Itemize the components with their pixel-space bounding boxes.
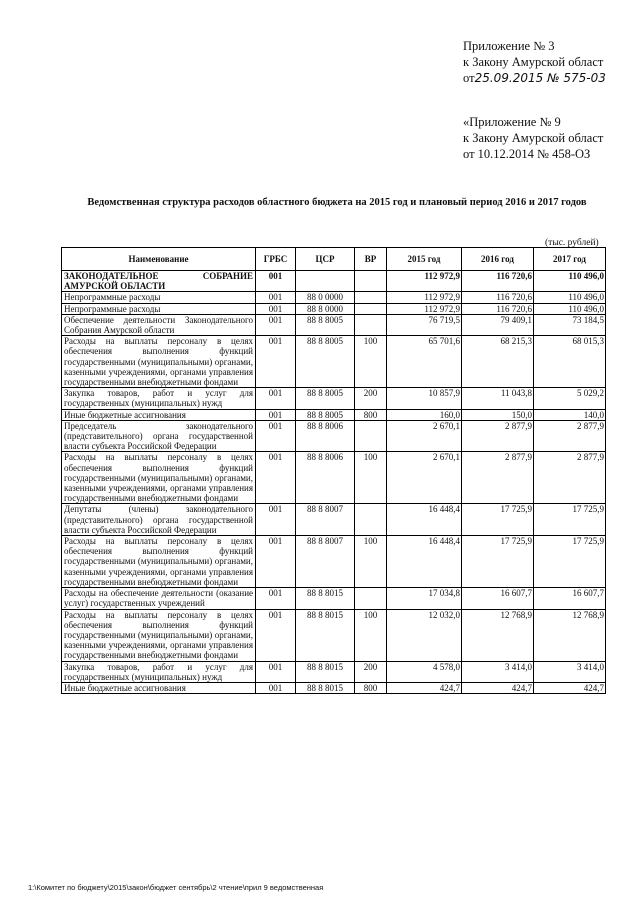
row-csr: 88 8 8005 <box>296 314 355 335</box>
row-vr: 200 <box>355 388 387 409</box>
row-2015: 65 701,6 <box>387 336 462 388</box>
table-row <box>62 661 606 682</box>
row-csr: 88 8 8015 <box>296 609 355 661</box>
row-grbs: 001 <box>256 388 296 409</box>
row-2015: 76 719,5 <box>387 314 462 335</box>
col-header-2017: 2017 год <box>534 248 606 271</box>
col-header-csr: ЦСР <box>296 248 355 271</box>
row-2015: 16 448,4 <box>387 536 462 588</box>
row-csr: 88 8 8005 <box>296 336 355 388</box>
row-grbs: 001 <box>256 609 296 661</box>
row-2015: 424,7 <box>387 682 462 693</box>
header-appendix-line: Приложение № 3 <box>463 39 555 53</box>
row-2016: 116 720,6 <box>462 271 534 292</box>
row-2017: 12 768,9 <box>534 609 606 661</box>
row-2017: 110 496,0 <box>534 303 606 314</box>
row-2016: 2 877,9 <box>462 420 534 452</box>
table-row <box>62 388 606 409</box>
row-name: Закупка товаров, работ и услуг для государственных (муниципальных) нужд <box>62 661 256 682</box>
row-grbs: 001 <box>256 588 296 609</box>
row-grbs: 001 <box>256 303 296 314</box>
row-2016: 16 607,7 <box>462 588 534 609</box>
row-2016: 150,0 <box>462 409 534 420</box>
file-path-footer: 1:\Комитет по бюджету\2015\закон\бюджет сентябрь\2 чтение\прил 9 ведомственная <box>28 883 324 892</box>
units-label: (тыс. рублей) <box>545 238 599 248</box>
row-2017: 3 414,0 <box>534 661 606 682</box>
row-2015: 12 032,0 <box>387 609 462 661</box>
row-name: ЗАКОНОДАТЕЛЬНОЕ СОБРАНИЕ АМУРСКОЙ ОБЛАСТИ <box>62 271 256 292</box>
row-csr: 88 8 8005 <box>296 388 355 409</box>
row-2015: 17 034,8 <box>387 588 462 609</box>
row-2016: 2 877,9 <box>462 452 534 504</box>
row-2017: 5 029,2 <box>534 388 606 409</box>
header-block-1 <box>463 38 606 86</box>
row-2015: 2 670,1 <box>387 420 462 452</box>
row-2015: 112 972,9 <box>387 303 462 314</box>
row-2017: 110 496,0 <box>534 292 606 303</box>
row-name: Расходы на выплаты персоналу в целях обеспечения выполнения функций государственными (муниципальными) органами, казенными учреждениями, органами управления государственными внебюджетными фондами <box>62 452 256 504</box>
row-name: Расходы на выплаты персоналу в целях обеспечения выполнения функций государственными (муниципальными) органами, казенными учреждениями, органами управления государственными внебюджетными фондами <box>62 536 256 588</box>
col-header-grbs: ГРБС <box>256 248 296 271</box>
row-vr: 800 <box>355 682 387 693</box>
row-vr: 100 <box>355 609 387 661</box>
row-name: Депутаты (члены) законодательного (представительного) органа государственной власти субъекта Российской Федерации <box>62 504 256 536</box>
row-name: Расходы на выплаты персоналу в целях обеспечения выполнения функций государственными (муниципальными) органами, казенными учреждениями, органами управления государственными внебюджетными фондами <box>62 609 256 661</box>
row-2016: 79 409,1 <box>462 314 534 335</box>
row-2015: 2 670,1 <box>387 452 462 504</box>
row-vr <box>355 420 387 452</box>
row-2015: 112 972,9 <box>387 292 462 303</box>
col-header-2016: 2016 год <box>462 248 534 271</box>
row-vr <box>355 504 387 536</box>
header-date-prefix: от <box>463 71 475 85</box>
row-vr: 100 <box>355 452 387 504</box>
row-2017: 2 877,9 <box>534 452 606 504</box>
header2-appendix-line: «Приложение № 9 <box>463 115 561 129</box>
row-2015: 4 578,0 <box>387 661 462 682</box>
header-law-line: к Закону Амурской област <box>463 55 604 69</box>
col-header-name: Наименование <box>62 248 256 271</box>
row-name: Иные бюджетные ассигнования <box>62 409 256 420</box>
row-csr: 88 8 8015 <box>296 661 355 682</box>
table-row <box>62 271 606 292</box>
row-name: Закупка товаров, работ и услуг для государственных (муниципальных) нужд <box>62 388 256 409</box>
row-vr: 200 <box>355 661 387 682</box>
row-2017: 110 496,0 <box>534 271 606 292</box>
row-2016: 116 720,6 <box>462 303 534 314</box>
row-2016: 3 414,0 <box>462 661 534 682</box>
row-vr: 800 <box>355 409 387 420</box>
row-grbs: 001 <box>256 420 296 452</box>
row-name: Председатель законодательного (представительного) органа государственной власти субъекта Российской Федерации <box>62 420 256 452</box>
header-date-line <box>463 70 606 86</box>
row-csr: 88 8 0000 <box>296 303 355 314</box>
table-row <box>62 314 606 335</box>
row-vr <box>355 292 387 303</box>
row-csr: 88 8 8015 <box>296 682 355 693</box>
row-2016: 17 725,9 <box>462 536 534 588</box>
row-csr <box>296 271 355 292</box>
table-row <box>62 452 606 504</box>
row-csr: 88 8 8005 <box>296 409 355 420</box>
row-2016: 116 720,6 <box>462 292 534 303</box>
row-grbs: 001 <box>256 336 296 388</box>
table-row <box>62 303 606 314</box>
table-row <box>62 420 606 452</box>
table-row <box>62 588 606 609</box>
document-title: Ведомственная структура расходов областного бюджета на 2015 год и плановый период 2016 и 2017 годов <box>87 197 587 208</box>
row-grbs: 001 <box>256 682 296 693</box>
row-csr: 88 8 8015 <box>296 588 355 609</box>
row-2017: 17 725,9 <box>534 536 606 588</box>
row-csr: 88 8 8006 <box>296 420 355 452</box>
row-2016: 424,7 <box>462 682 534 693</box>
table-header-row <box>62 248 606 271</box>
row-2017: 68 015,3 <box>534 336 606 388</box>
row-grbs: 001 <box>256 314 296 335</box>
row-2016: 17 725,9 <box>462 504 534 536</box>
row-2017: 140,0 <box>534 409 606 420</box>
row-csr: 88 8 8007 <box>296 536 355 588</box>
row-name: Расходы на выплаты персоналу в целях обеспечения выполнения функций государственными (муниципальными) органами, казенными учреждениями, органами управления государственными внебюджетными фондами <box>62 336 256 388</box>
header-block-2 <box>463 114 603 162</box>
row-vr: 100 <box>355 336 387 388</box>
row-vr <box>355 314 387 335</box>
row-2017: 17 725,9 <box>534 504 606 536</box>
row-grbs: 001 <box>256 409 296 420</box>
table-row <box>62 609 606 661</box>
row-2016: 11 043,8 <box>462 388 534 409</box>
row-2017: 16 607,7 <box>534 588 606 609</box>
row-csr: 88 8 8006 <box>296 452 355 504</box>
table-row <box>62 292 606 303</box>
row-2015: 10 857,9 <box>387 388 462 409</box>
row-2017: 424,7 <box>534 682 606 693</box>
row-name: Непрограммные расходы <box>62 303 256 314</box>
row-vr: 100 <box>355 536 387 588</box>
row-2017: 73 184,5 <box>534 314 606 335</box>
row-grbs: 001 <box>256 292 296 303</box>
table-row <box>62 336 606 388</box>
row-vr <box>355 271 387 292</box>
row-name: Непрограммные расходы <box>62 292 256 303</box>
row-2015: 160,0 <box>387 409 462 420</box>
table-row <box>62 682 606 693</box>
handwritten-date-number: 25.09.2015 № 575-03 <box>474 71 606 85</box>
row-2015: 16 448,4 <box>387 504 462 536</box>
row-grbs: 001 <box>256 661 296 682</box>
row-2016: 68 215,3 <box>462 336 534 388</box>
table-row <box>62 409 606 420</box>
row-name: Обеспечение деятельности Законодательного Собрания Амурской области <box>62 314 256 335</box>
col-header-2015: 2015 год <box>387 248 462 271</box>
header2-law-line: к Закону Амурской област <box>463 131 604 145</box>
row-grbs: 001 <box>256 504 296 536</box>
table-row <box>62 536 606 588</box>
row-2015: 112 972,9 <box>387 271 462 292</box>
row-name: Расходы на обеспечение деятельности (оказание услуг) государственных учреждений <box>62 588 256 609</box>
table-row <box>62 504 606 536</box>
row-2017: 2 877,9 <box>534 420 606 452</box>
budget-table <box>61 247 606 694</box>
row-vr <box>355 303 387 314</box>
row-vr <box>355 588 387 609</box>
row-2016: 12 768,9 <box>462 609 534 661</box>
col-header-vr: ВР <box>355 248 387 271</box>
row-csr: 88 8 8007 <box>296 504 355 536</box>
row-grbs: 001 <box>256 452 296 504</box>
row-grbs: 001 <box>256 536 296 588</box>
row-csr: 88 0 0000 <box>296 292 355 303</box>
row-name: Иные бюджетные ассигнования <box>62 682 256 693</box>
row-grbs: 001 <box>256 271 296 292</box>
header2-date-line: от 10.12.2014 № 458-ОЗ <box>463 147 591 161</box>
